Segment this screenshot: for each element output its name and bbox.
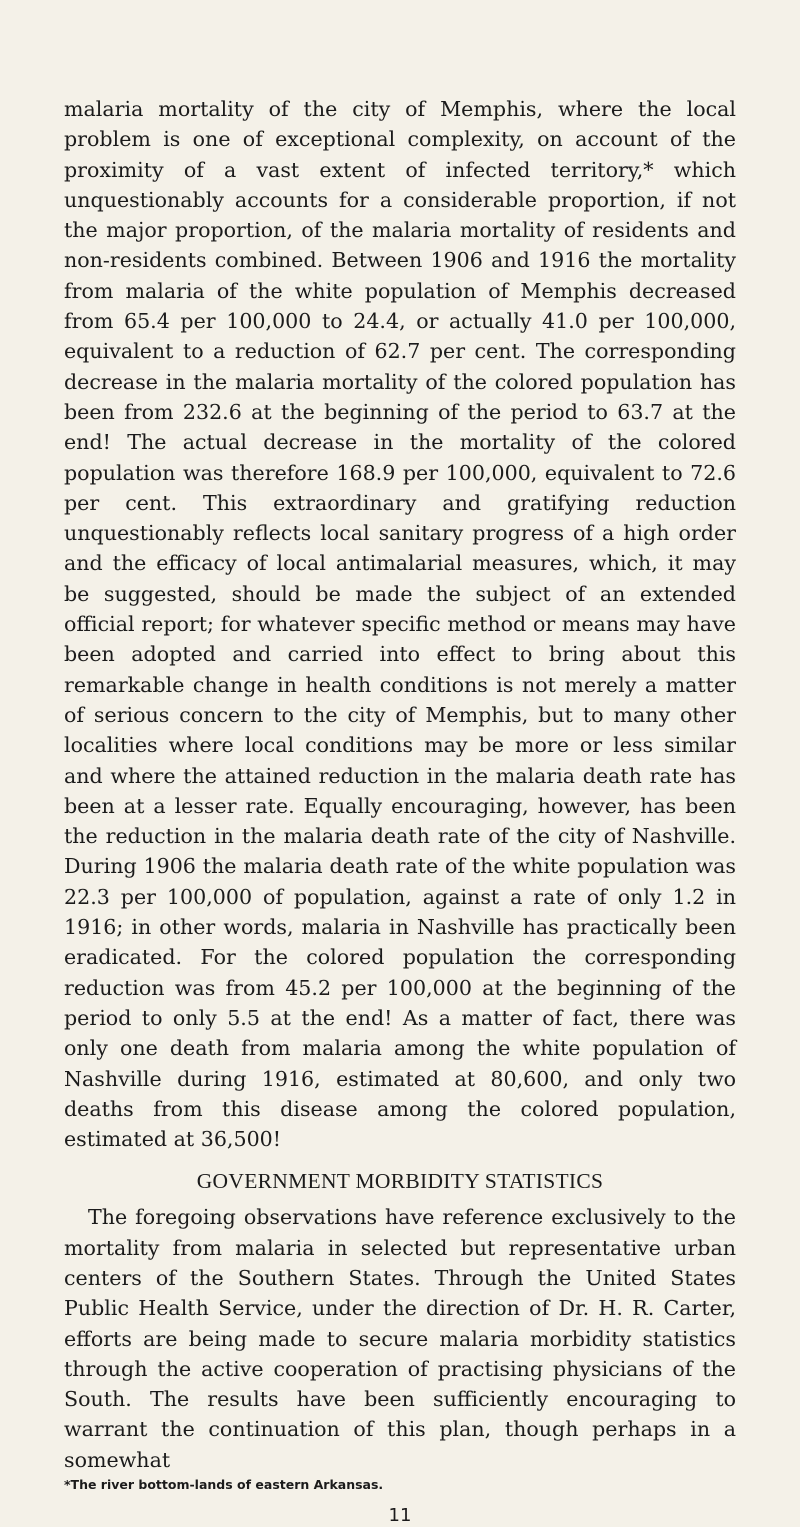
document-page [64,94,736,1527]
page-number: 11 [388,1505,412,1527]
section-heading: GOVERNMENT MORBIDITY STATISTICS [196,1169,604,1194]
body-paragraph-1: malaria mortality of the city of Memphis, where the local problem is one of exceptional complexity, on account of the proximity of a vast extent of infected territory,* which unquestionably accounts for a considerable proportion, if not the major proportion, of the malaria mortality of residents and non-residents combined. Between 1906 and 1916 the mortality from malaria of the white population of Memphis decreased from 65.4 per 100,000 to 24.4, or actually 41.0 per 100,000, equivalent to a reduction of 62.7 per cent. The corresponding decrease in the malaria mortality of the colored population has been from 232.6 at the beginning of the period to 63.7 at the end! The actual decrease in the mortality of the colored population was therefore 168.9 per 100,000, equivalent to 72.6 per cent. This extraordinary and gratifying reduction unquestionably reflects local sanitary progress of a high order and the efficacy of local antimalarial measures, which, it may be suggested, should be made the subject of an extended official report; for whatever specific method or means may have been adopted and carried into effect to bring about this remarkable change in health conditions is not merely a matter of serious concern to the city of Memphis, but to many other localities where local conditions may be more or less similar and where the attained reduction in the malaria death rate has been at a lesser rate. Equally encouraging, however, has been the reduction in the malaria death rate of the city of Nashville. During 1906 the malaria death rate of the white population was 22.3 per 100,000 of population, against a rate of only 1.2 in 1916; in other words, malaria in Nashville has practically been eradicated. For the colored population the corresponding reduction was from 45.2 per 100,000 at the beginning of the period to only 5.5 at the end! As a matter of fact, there was only one death from malaria among the white population of Nashville during 1916, estimated at 80,600, and only two deaths from this disease among the colored population, estimated at 36,500! [64,97,736,1152]
footnote: *The river bottom-lands of eastern Arkansas. [64,1477,384,1493]
body-paragraph-2: The foregoing observations have reference exclusively to the mortality from malaria in selected but representative urban centers of the Southern States. Through the United States Public Health Service, under the direction of Dr. H. R. Carter, efforts are being made to secure malaria morbidity statistics through the active cooperation of practising physicians of the South. The results have been sufficiently encouraging to warrant the continuation of this plan, though perhaps in a somewhat [64,1205,736,1472]
